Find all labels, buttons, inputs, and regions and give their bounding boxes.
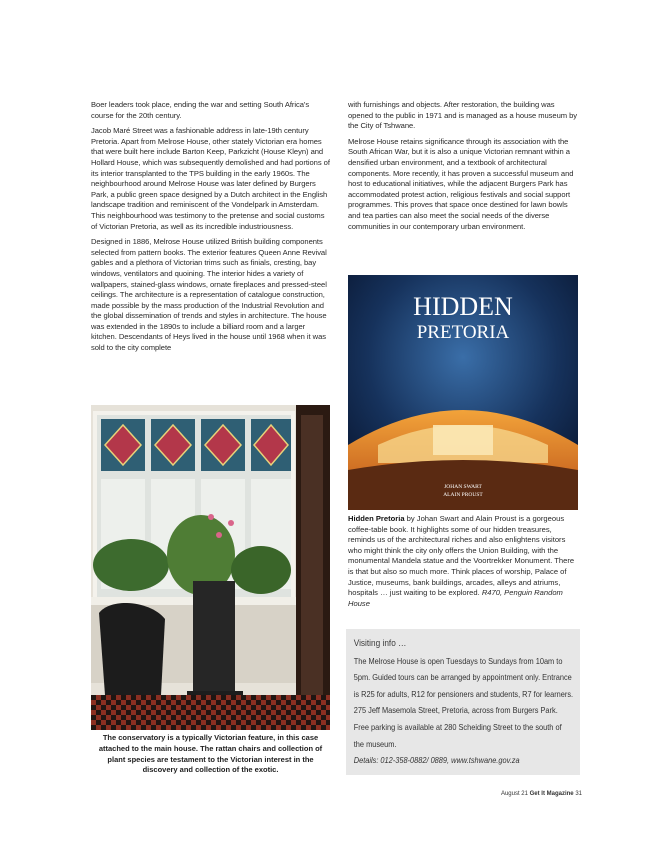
visiting-info-box — [346, 629, 580, 775]
book-author-line-1: JOHAN SWART — [444, 484, 482, 490]
left-paragraph-3: Designed in 1886, Melrose House utilized British building components selected from pattern books. The exterior features Queen Anne Revival gables and a plethora of Victorian trims such as finials, cresting, bay windows, ventilators and quoining. The interior hides a variety of wallpapers, stained-glass windows, ornate fireplaces and pressed-steel ceilings. The architecture is a representation of catalogue construction, made possible by the mass production of the Industrial Revolution and the global dissemination of trends and styles in architecture. The house was extended in the 1890s to include a billiard room and a larger kitchen. Descendants of Heys lived in the house until 1968 when it was sold to the city complete — [91, 237, 327, 353]
book-cover-illustration — [348, 275, 578, 510]
book-author-line-2: ALAIN PROUST — [443, 492, 483, 498]
right-paragraph-1: with furnishings and objects. After restoration, the building was opened to the public in 1971 and is managed as a house museum by the City of Tshwane. — [348, 100, 577, 131]
right-text-column — [348, 100, 578, 237]
book-description-credit: R470, Penguin Random House — [348, 588, 563, 608]
left-paragraph-2: Jacob Maré Street was a fashionable address in late-19th century Pretoria. Apart from Melrose House, other stately Victorian era homes that were built here include Barton Keep, Parkzicht (House Kleyn) and Hollard House, which was subsequently demolished and had portions of its interior transplanted to the TPS building in the early 1960s. The neighbourhood around Melrose House was later defined by Burgers Park, a public green space designed by a Dutch architect in the English landscape tradition and reminiscent of the Vondelpark in Amsterdam. This neighbourhood was testimony to the pretense and social customs of Victorian Pretoria, as well as its incredible industriousness. — [91, 126, 330, 231]
footer-magazine: Get It Magazine — [529, 791, 574, 797]
right-paragraph-2: Melrose House retains significance through its association with the South African War, but it is also a unique Victorian remnant within a densified urban environment, and a textbook of architectural components. More recently, it has proven a successful museum and host to educational initiatives, while the adjacent Burgers Park has accommodated protest action, religious festivals and social support programmes. This proves that space once destined for lawn bowls and tea parties can also meet the social needs of the diverse communities in our contemporary urban environment. — [348, 136, 574, 231]
book-description — [348, 514, 580, 609]
book-description-text: by Johan Swart and Alain Proust is a gorgeous coffee-table book. It highlights some of our hidden treasures, reminds us of the architectural riches and also enlightens visitors who might think the city only offers the Union Building, with the monumental Mandela statue and the Voortrekker Monument. There is that but also so much more. Think places of worship, Palace of Justice, museums, bank buildings, arcades, alleys and atriums, hospitals … just waiting to be explored. — [348, 514, 575, 598]
book-title-line-2: PRETORIA — [416, 322, 510, 343]
left-text-column — [91, 100, 331, 359]
book-cover-image — [348, 275, 578, 510]
visiting-info-details: Details: 012-358-0882/ 0889, www.tshwane.gov.za — [353, 755, 520, 766]
photo-caption: The conservatory is a typically Victorian feature, in this case attached to the main house. The rattan chairs and collection of plant species are testament to the Victorian interest in the discovery and collection of the exotic. — [98, 733, 323, 775]
conservatory-photo — [91, 405, 330, 730]
footer-issue: August 21 — [500, 791, 530, 797]
conservatory-illustration — [91, 405, 330, 730]
visiting-info-heading: Visiting info … — [353, 638, 407, 649]
visiting-info-body: The Melrose House is open Tuesdays to Sundays from 10am to 5pm. Guided tours can be arranged by appointment only. Entrance is R25 for adults, R12 for pensioners and students, R7 for learners. 275 Jeff Masemola Street, Pretoria, across from Burgers Park. Free parking is available at 280 Scheiding Street to the south of the museum. — [353, 655, 574, 749]
left-paragraph-1: Boer leaders took place, ending the war and setting South Africa's course for the 20th century. — [91, 100, 310, 120]
page-footer — [501, 791, 582, 797]
book-title-line-1: HIDDEN — [413, 292, 513, 321]
book-description-title: Hidden Pretoria — [348, 514, 405, 523]
footer-page-number: 31 — [573, 791, 582, 797]
